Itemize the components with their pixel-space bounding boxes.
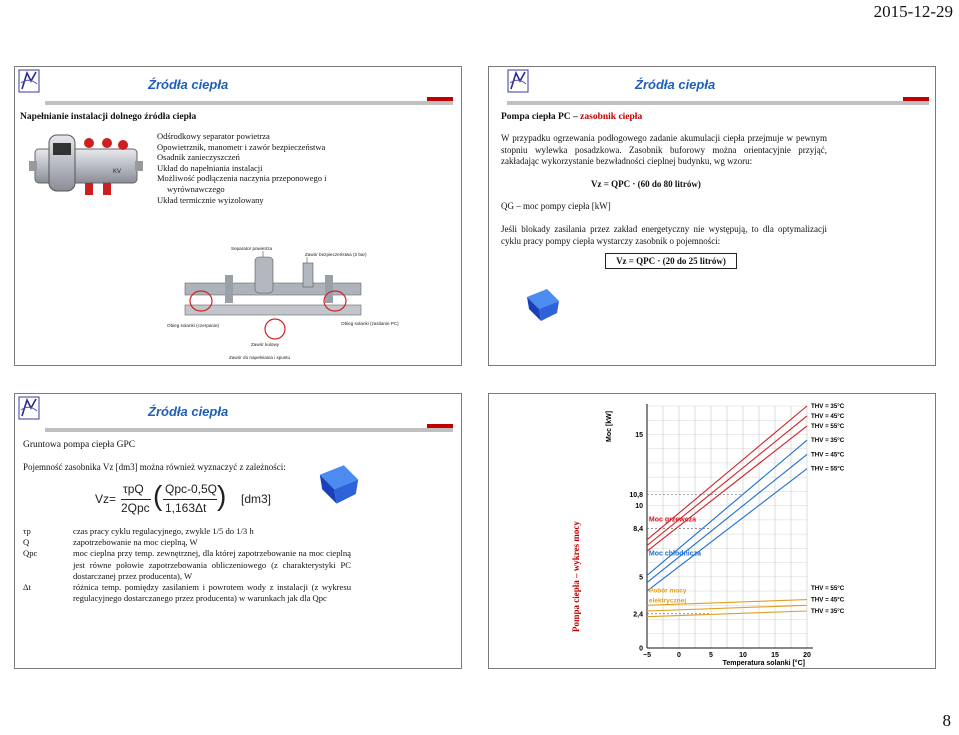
formula-num: τpQ (123, 482, 144, 496)
y-tick-label: 10,8 (629, 491, 643, 499)
formula-unit: [dm3] (241, 492, 272, 506)
definition-text: czas pracy cyklu regulacyjnego, zwykle 1/5 do 1/3 h (73, 526, 254, 536)
series-legend-label: THV = 35°C (811, 607, 845, 615)
slide-2 (488, 66, 936, 366)
title-underline (45, 428, 453, 432)
definitions-list (23, 526, 351, 604)
svg-text:KV: KV (113, 169, 122, 175)
series-legend-label: THV = 35°C (811, 403, 845, 410)
y-axis-label: Moc [kW] (606, 410, 613, 442)
title-underline (45, 101, 453, 105)
list-item: Układ termicznie wyizolowany (157, 194, 264, 205)
cube-icon (315, 458, 363, 506)
x-tick-label: 5 (709, 652, 713, 659)
x-tick-label: 20 (803, 652, 811, 659)
formula-rnum: Qpc-0,5Q (165, 482, 218, 496)
series-legend-label: THV = 45°C (811, 596, 845, 604)
x-axis-label: Temperatura solanki [°C] (722, 660, 805, 667)
definition-row (23, 526, 351, 537)
group-label: elektrycznej (648, 597, 687, 605)
paragraph-2: Jeśli blokady zasilania przez zakład energetyczny nie występują, to dla optymalizacji cyklu pracy pompy ciepła wystarczy zasobnik o pojemności: (501, 224, 827, 246)
intro-text: Pojemność zasobnika Vz [dm3] można również wyznaczyć z zależności: (23, 462, 286, 472)
slide-3 (14, 393, 462, 669)
y-tick-label: 5 (639, 574, 643, 582)
series-legend-label: THV = 45°C (811, 412, 845, 420)
formula-1: Vz = QPC · (60 do 80 litrów) (591, 179, 701, 189)
x-tick-label: 0 (677, 652, 681, 659)
slide-1 (14, 66, 462, 366)
formula-2-box: Vz = QPC · (20 do 25 litrów) (605, 253, 737, 269)
heading-main: Pompa ciepła PC – (501, 112, 578, 122)
side-title: Pompa ciepła – wykres mocy (571, 521, 581, 632)
slide-title: Źródła ciepła (148, 404, 229, 419)
x-tick-label: 15 (771, 652, 779, 659)
piping-diagram (165, 243, 399, 361)
series-legend-label: THV = 55°C (811, 422, 845, 430)
series-legend-label: THV = 45°C (811, 451, 845, 459)
y-tick-label: 2,4 (633, 611, 643, 619)
formula-lhs: Vz= (95, 492, 117, 506)
heading-accent: zasobnik ciepła (580, 112, 643, 122)
group-label: Pobór mocy (648, 587, 687, 595)
feature-list (157, 131, 357, 205)
list-item: Osadnik zanieczyszczeń (157, 152, 240, 163)
x-tick-label: 10 (739, 652, 747, 659)
definition-row (23, 537, 351, 548)
y-tick-label: 0 (639, 645, 643, 653)
y-tick-label: 15 (635, 431, 643, 439)
formula-den: 2Qpc (121, 501, 150, 515)
label-brine-supply: Obieg solanki (zasilanie PC) (341, 321, 399, 326)
list-item: wyrównawczego (167, 183, 225, 194)
logo-icon (18, 69, 40, 93)
list-item: Opowietrznik, manometr i zawór bezpieczeństwa (157, 141, 326, 152)
list-item: Układ do napełniania instalacji (157, 162, 263, 173)
slide-4 (488, 393, 936, 669)
y-tick-label: 8,4 (633, 525, 643, 533)
slide-heading: Napełnianie instalacji dolnego źródła ciepła (20, 112, 197, 122)
series-legend-label: THV = 35°C (811, 437, 845, 445)
power-chart (589, 398, 933, 666)
slide-title: Źródła ciepła (148, 77, 229, 92)
definition-text: różnica temp. pomiędzy zasilaniem i powrotem wody z instalacji (z wykresu regulacyjnego dostarczanego przez producenta) w warunkach jak dla Qpc (73, 582, 351, 604)
formula-vz (95, 482, 275, 518)
paragraph-1: W przypadku ogrzewania podłogowego zadanie akumulacji ciepła przejmuje w pewnym stopniu wylewka posadzkowa. Zasobnik buforowy można orientacyjnie przyjąć, zakładając wykorzystanie bezwładności cieplnej budynku, wg wzoru: (501, 133, 827, 166)
definition-symbol: Δt (23, 582, 31, 593)
definition-row (23, 582, 351, 604)
qg-definition: QG – moc pompy ciepła [kW] (501, 201, 611, 211)
group-label: Moc chłodnicza (648, 550, 702, 558)
definition-row (23, 548, 351, 582)
logo-icon (18, 396, 40, 420)
group-label: Moc grzewcza (648, 516, 696, 524)
y-tick-label: 10 (635, 503, 643, 511)
list-item: Odśrodkowy separator powietrza (157, 131, 270, 141)
page-date: 2015-12-29 (873, 2, 953, 21)
slide-heading (501, 112, 642, 122)
label-brine-intake: Obieg solanki (czerpanie) (167, 323, 220, 328)
formula-rden: 1,163Δt (165, 501, 207, 515)
definition-text: zapotrzebowanie na moc cieplną, W (73, 537, 198, 548)
title-underline (507, 101, 929, 105)
definition-symbol: τp (23, 526, 31, 536)
separator-unit-image (27, 127, 145, 205)
definition-text: moc cieplna przy temp. zewnętrznej, dla której zapotrzebowanie na moc cieplną jest równe połowie zapotrzebowania obliczeniowego (z charakterystyki PC dostarczanej przez producenta), W (73, 548, 351, 581)
definition-symbol: Qpc (23, 548, 38, 559)
fraction-bar (121, 499, 151, 500)
paren-left: ( (153, 480, 163, 511)
definition-symbol: Q (23, 537, 30, 548)
x-tick-label: −5 (643, 652, 651, 659)
label-fill-valve: Zawór do napełniania i spustu (229, 355, 291, 360)
label-safety-valve: Zawór bezpieczeństwa (3 bar) (305, 252, 367, 257)
label-ball-valve: Zawór kulowy (251, 342, 280, 347)
series-legend-label: THV = 55°C (811, 465, 845, 473)
logo-icon (507, 69, 529, 93)
fraction-bar (163, 499, 217, 500)
list-item: Możliwość podłączenia naczynia przeponowego i (157, 173, 327, 184)
cube-icon (523, 283, 563, 323)
label-separator: Separator powietrza (231, 246, 273, 251)
slide-heading: Gruntowa pompa ciepła GPC (23, 440, 136, 450)
slide-title: Źródła ciepła (635, 77, 716, 92)
page-number: 8 (942, 711, 951, 730)
paren-right: ) (217, 480, 227, 511)
series-legend-label: THV = 55°C (811, 585, 845, 593)
